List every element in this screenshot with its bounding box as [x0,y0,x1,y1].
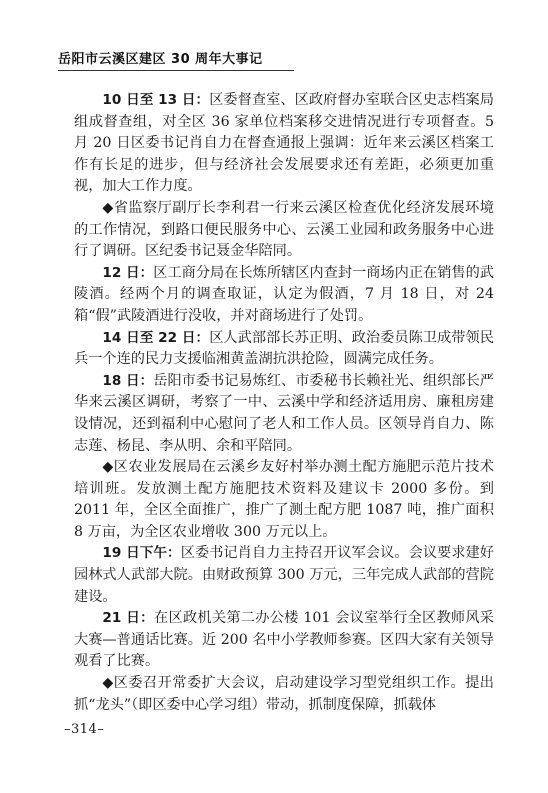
entry-text: 区委督查室、区政府督办室联合区史志档案局组成督查组，对全区 36 家单位档案移交进情况进行专项督查。5 月 20 日区委书记肖自力在督查通报上强调：近年来云溪区档案工作有长足的进步，但与经济社会发展要求还有差距，必须更加重视，加大工作力度。 [74,92,494,195]
entry-text: 区工商分局在长炼所辖区内查封一商场内正在销售的武陵酒。经两个月的调查取证，认定为假酒，7 月 18 日，对 24 箱“假”武陵酒进行没收，并对商场进行了处罚。 [74,264,494,324]
entry-paragraph [74,371,494,457]
entry-text: 区人武部部长苏正明、政治委员陈卫成带领民兵一个连的民力支援临湘黄盖湖抗洪抢险，圆满完成任务。 [74,329,494,368]
running-header: 岳阳市云溪区建区 30 周年大事记 [58,52,263,67]
entry-paragraph [74,673,494,716]
entry-paragraph [74,198,494,263]
entry-date: 18 日： [102,372,154,389]
entry-text: ◆区农业发展局在云溪乡友好村举办测土配方施肥示范片技术培训班。发放测土配方施肥技术资料及建议卡 2000 多份。到 2011 年，全区全面推广，推广了测土配方肥 1087 吨，推广面积 8 万亩，为全区农业增收 300 万元以上。 [74,459,494,540]
entry-date: 19 日下午： [102,545,181,562]
entry-paragraph [74,608,494,673]
entry-date: 10 日至 13 日： [102,92,210,108]
entry-date: 21 日： [102,610,155,627]
entry-paragraph [74,263,494,328]
entry-paragraph [74,90,494,198]
entry-text: ◆省监察厅副厅长李利君一行来云溪区检查优化经济发展环境的工作情况，到路口便民服务中心、云溪工业园和政务服务中心进行了调研。区纪委书记聂金华陪同。 [74,199,494,260]
entry-paragraph [74,457,494,543]
entry-text: 区委书记肖自力主持召开议军会议。会议要求建好园林式人武部大院。由财政预算 300 万元，三年完成人武部的营院建设。 [74,545,494,605]
page-number: –314– [64,722,105,737]
entry-date: 14 日至 22 日： [102,329,210,346]
entry-text: 在区政机关第二办公楼 101 会议室举行全区教师风采大赛—普通话比赛。近 200 名中小学教师参赛。区四大家有关领导观看了比赛。 [74,610,494,670]
entry-paragraph [74,328,494,371]
entry-paragraph [74,543,494,608]
entry-date: 12 日： [102,264,154,281]
entry-text: ◆区委召开常委扩大会议，启动建设学习型党组织工作。提出抓“龙头”（即区委中心学习组）带动，抓制度保障，抓载体 [74,675,494,713]
header-rule [58,70,294,71]
chronicle-body [74,90,494,716]
entry-text: 岳阳市委书记易炼红、市委秘书长赖社光、组织部长严华来云溪区调研，考察了一中、云溪中学和经济适用房、廉租房建设情况，还到福利中心慰问了老人和工作人员。区领导肖自力、陈志莲、杨昆、李从明、余和平陪同。 [74,372,494,454]
